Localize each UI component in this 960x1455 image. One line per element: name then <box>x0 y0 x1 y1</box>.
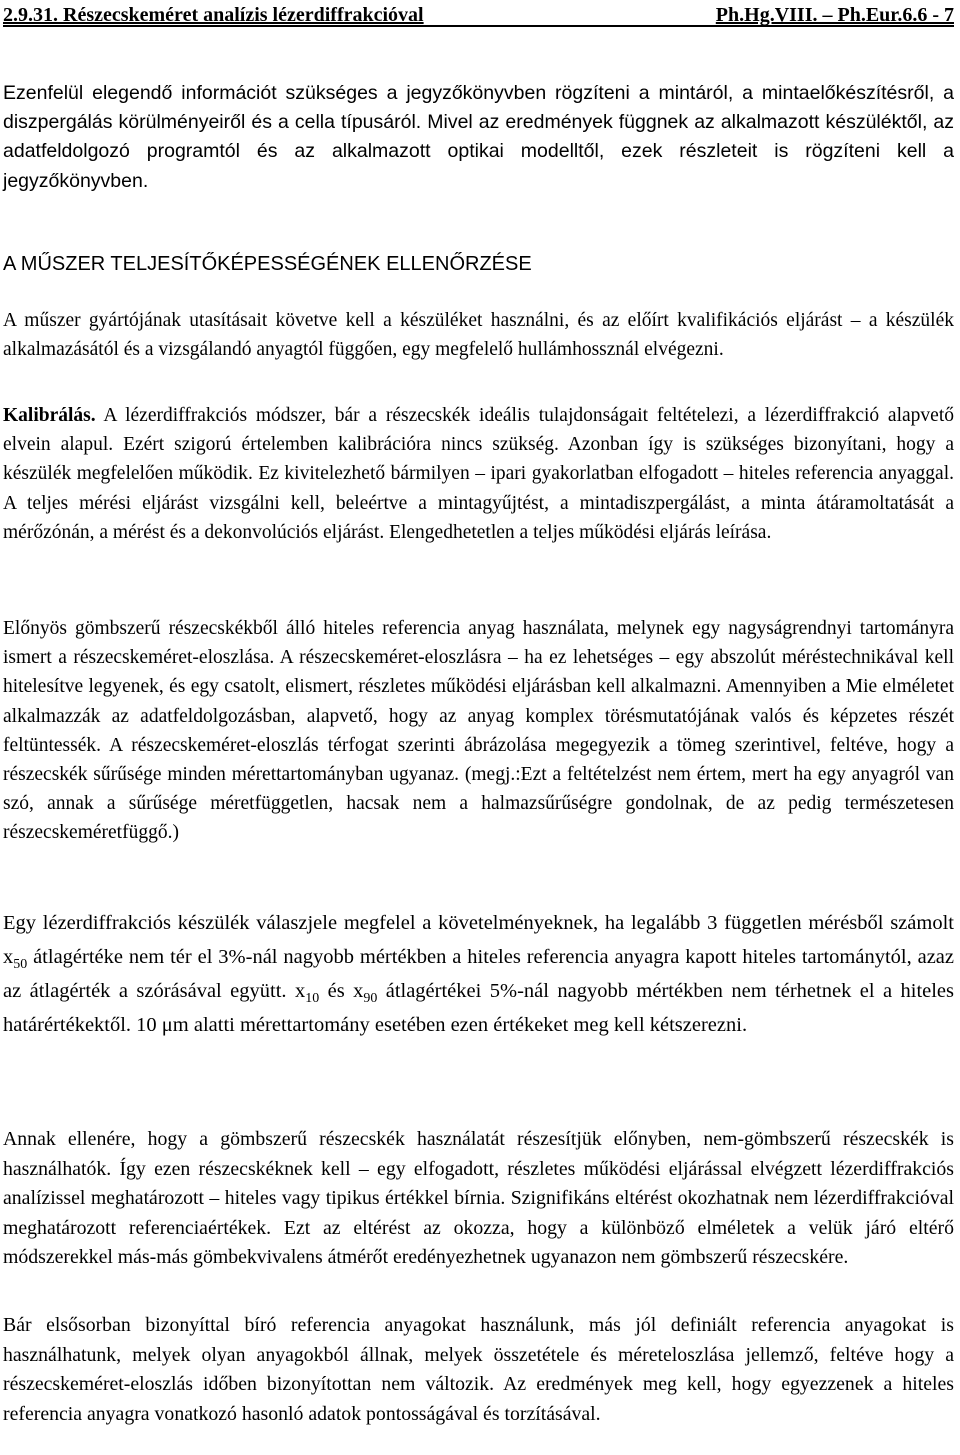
x10-variable: $x_{10}$ <box>294 980 320 1007</box>
pharmacopoeia-reference: Ph.Hg.VIII. – Ph.Eur.6.6 - 7 <box>715 4 954 26</box>
paragraph-acceptance-criteria <box>3 906 954 1042</box>
calibration-label: Kalibrálás. <box>3 405 96 426</box>
paragraph-record-info: Ezenfelül elegendő információt szükséges a jegyzőkönyvben rögzíteni a mintáról, a mintaelőkészítésről, a diszpergálás körülményeiről és a cella típusáról. Mivel az eredmények függnek az alkalmazott készüléktől, az adatfeldolgozó programtól és az alkalmazott optikai modelltől, ezek részleteit is rögzíteni kell a jegyzőkönyvben. <box>3 82 954 192</box>
x50-variable: $x_{50}$ <box>3 946 28 972</box>
section-heading: A MŰSZER TELJESÍTŐKÉPESSÉGÉNEK ELLENŐRZÉSE <box>3 253 532 275</box>
paragraph-non-spherical-particles: Annak ellenére, hogy a gömbszerű részecskék használatát részesítjük előnyben, nem-gömbszerű részecskék is használhatók. Így ezen részecskéknek kell – egy elfogadott, részletes működési eljárással elvégzett lézerdiffrakciós analízissel meghatározott – hiteles vagy tipikus értékkel bírnia. Szignifikáns eltérést okozhatnak nem lézerdiffrakcióval meghatározott referenciaértékek. Ezt az eltérést az okozza, hogy a különböző elméletek a velük járó eltérő módszerekkel más-más gömbekvivalens átmérőt eredényezhetnek ugyanazon nem gömbszerű részecskére. <box>3 1128 954 1269</box>
page-header <box>3 4 954 26</box>
criteria-text-1: Egy lézerdiffrakciós készülék válaszjele megfelel a követelményeknek, ha legalább 3 független mérésből számolt <box>3 912 954 934</box>
calibration-text: A lézerdiffrakciós módszer, bár a részecskék ideális tulajdonságait feltételezi, a lézerdiffrakció alapvető elvein alapul. Ezért szigorú értelemben kalibrációra nincs szükség. Azonban így is szükséges bizonyítani, hogy a készülék megfelelően működik. Ez kivitelezhető bármilyen – ipari gyakorlatban elfogadott – hiteles referencia anyaggal. A teljes mérési eljárást vizsgálni kell, beleértve a mintagyűjtést, a mintadiszpergálást, a minta átáramoltatását a mérőzónán, a mérést és a dekonvolúciós eljárást. Elengedhetetlen a teljes működési eljárás leírása. <box>3 405 954 543</box>
paragraph-other-reference-materials: Bár elsősorban bizonyíttal bíró referencia anyagokat használunk, más jól definiált referencia anyagokat is használhatunk, melyek olyan anyagokból állnak, melyek összetétele és méreteloszlása jellemző, feltéve hogy a részecskeméret-eloszlás időben bizonyítottan nem változik. Az eredmények meg kell, hogy egyezzenek a hiteles referencia anyagra vonatkozó hasonló adatok pontosságával és torzításával. <box>3 1314 954 1425</box>
paragraph-instrument-usage: A műszer gyártójának utasításait követve kell a készüléket használni, és az előírt kvalifikációs eljárást – a készülék alkalmazásától és a vizsgálandó anyagtól függően, egy megfelelő hullámhossznál elvégezni. <box>3 310 954 361</box>
section-title: 2.9.31. Részecskeméret analízis lézerdiffrakcióval <box>3 4 424 26</box>
paragraph-calibration <box>3 401 954 547</box>
paragraph-reference-material: Előnyös gömbszerű részecskékből álló hiteles referencia anyag használata, melynek egy nagyságrendnyi tartományra ismert a részecskeméret-eloszlása. A részecskeméret-eloszlásra – ha ez lehetséges – egy abszolút méréstechnikával kell hitelesítve legyenek, és egy csatolt, elismert, részletes működési eljárásban kell alkalmazni. Amennyiben a Mie elméletet alkalmazzák az adatfeldolgozásban, alapvető, hogy az anyag komplex törésmutatójának valós és képzetes részét feltüntessék. A részecskeméret-eloszlás térfogat szerinti ábrázolása megegyezik a tömeg szerintivel, feltéve, hogy a részecskék sűrűsége minden mérettartományban ugyanaz. (megj.:Ezt a feltételzést nem értem, mert ha egy anyagról van szó, annak a sűrűsége méretfüggetlen, hacsak nem a halmazsűrűségre gondolnak, de az pedig természetesen részecskeméretfüggő.) <box>3 618 954 844</box>
header-rule <box>3 25 954 27</box>
criteria-text-4: átlagértékei 5%-nál nagyobb mértékben nem térhetnek el a hiteles határértékektől. 10 μm alatti mérettartomány esetében ezen értékeket meg kell kétszerezni. <box>3 980 955 1037</box>
criteria-text-2: átlagértéke nem tér el 3%-nál nagyobb mértékben a hiteles referencia anyagra kapott hiteles tartománytól, azaz az átlagérték a szórásával együtt. <box>3 946 954 1003</box>
x90-variable: $x_{90}$ <box>353 980 378 1007</box>
criteria-text-3: és <box>319 980 354 1003</box>
